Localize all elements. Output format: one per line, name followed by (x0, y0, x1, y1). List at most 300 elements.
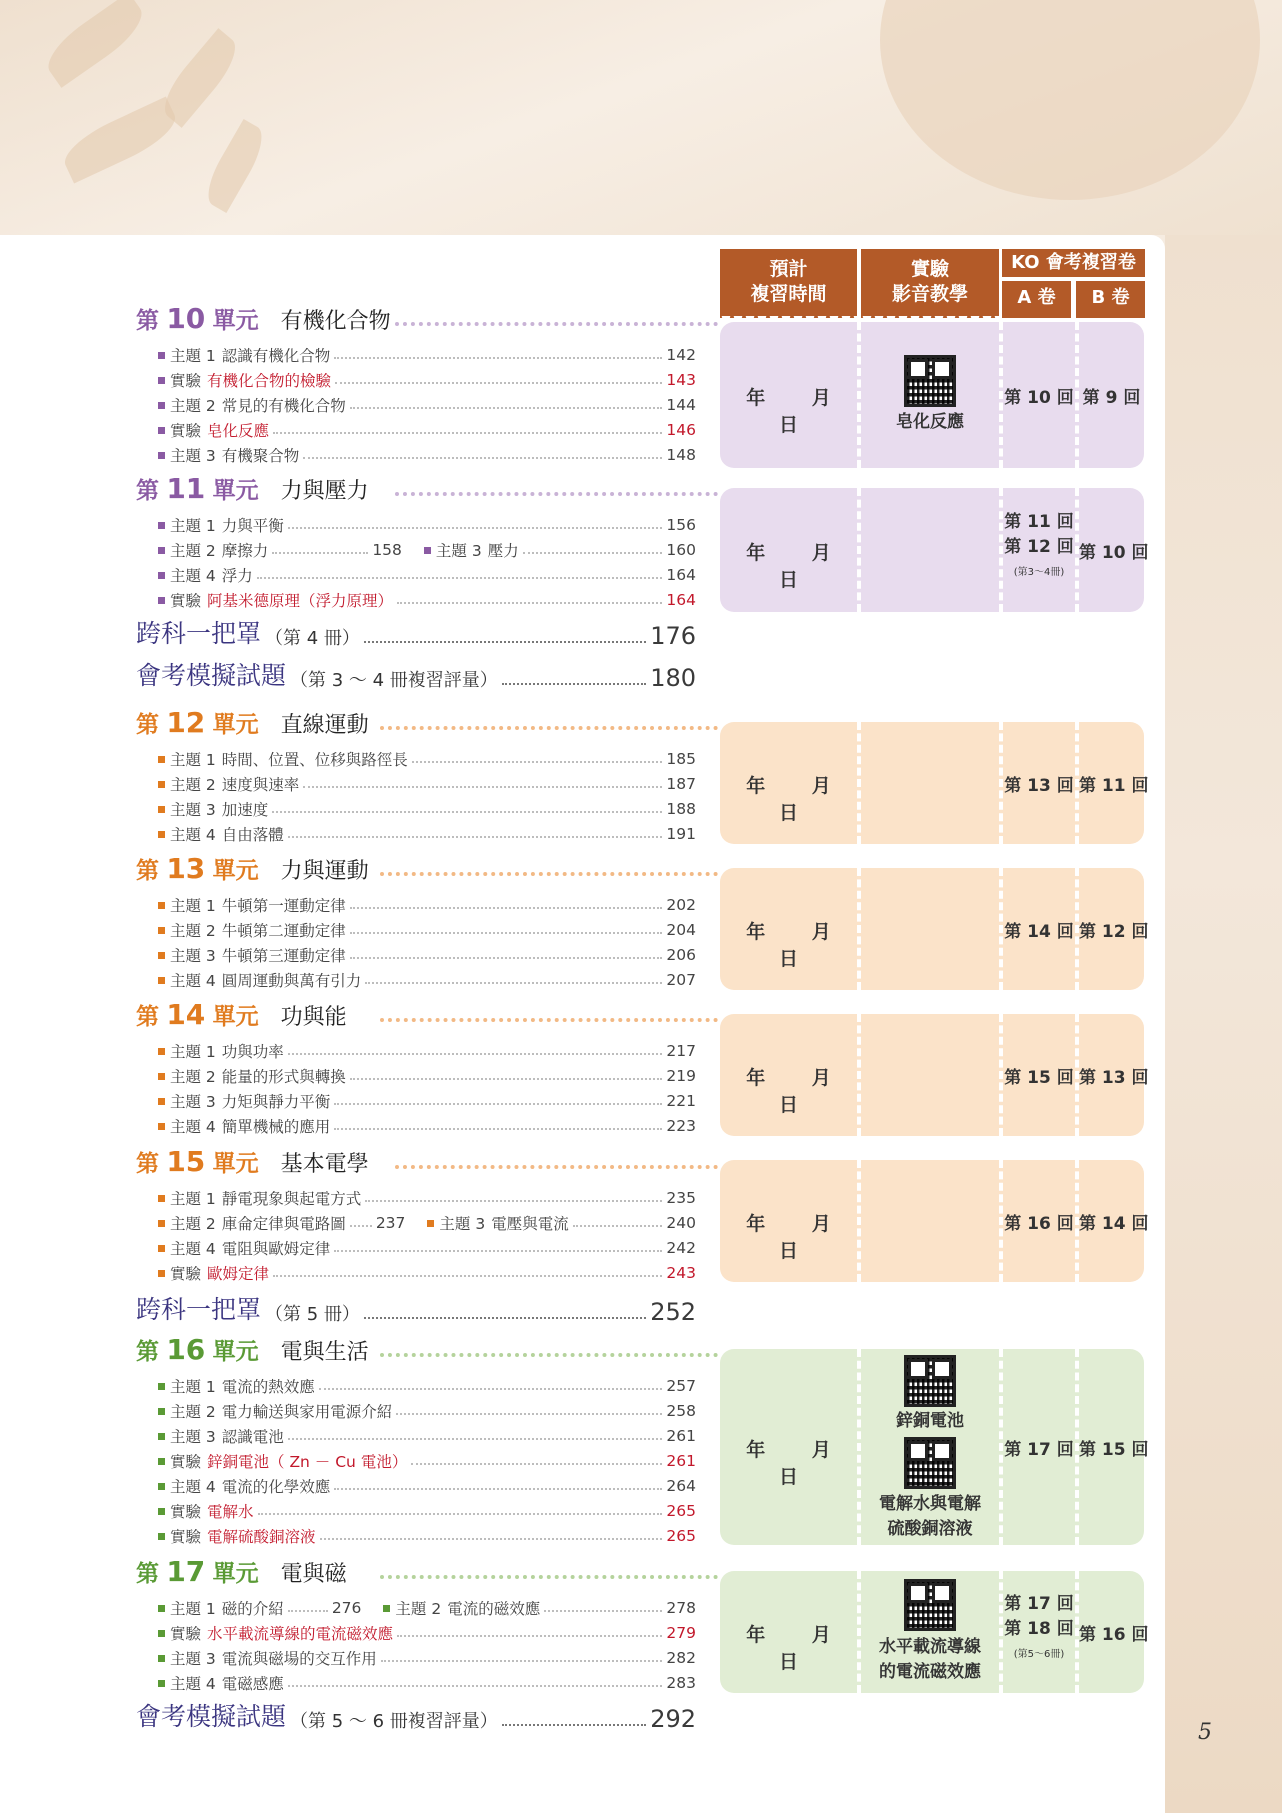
experiment-row (158, 1525, 696, 1547)
row-text: 牛頓第三運動定律 (221, 947, 346, 965)
row-text: 阿基米德原理（浮力原理） (207, 592, 394, 610)
dot-leader (288, 519, 662, 529)
row-page: 261 (666, 1427, 696, 1445)
bullet-square (158, 1458, 165, 1465)
unit-prefix: 第 (136, 712, 159, 738)
review-section-page: 292 (650, 1705, 696, 1733)
header-plan-line1: 預計 (769, 258, 808, 280)
topic-row (158, 1375, 696, 1397)
ko-a-label: 第 18 回 (1004, 1619, 1074, 1639)
video-label: 皂化反應 (896, 412, 964, 432)
video-label: 水平載流導線 (879, 1637, 981, 1657)
row-tag: 主題 3 (170, 947, 216, 965)
bullet-square (158, 1508, 165, 1515)
bullet-square (158, 522, 165, 529)
dot-leader (288, 1677, 662, 1687)
row-text: 水平載流導線的電流磁效應 (207, 1625, 394, 1643)
row-page: 187 (666, 775, 696, 793)
unit-dots (380, 1353, 718, 1357)
row-text: 皂化反應 (207, 422, 270, 440)
unit-schedule-block (720, 868, 1149, 990)
bullet-square (158, 977, 165, 984)
row-tag: 主題 2 (170, 1215, 216, 1233)
row-page: 160 (666, 541, 696, 559)
row-tag: 主題 3 (170, 801, 216, 819)
bullet-square (158, 1680, 165, 1687)
ko-a-label: 第 11 回 (1004, 512, 1074, 532)
video-label: 鋅銅電池 (896, 1411, 964, 1431)
topic-row (158, 514, 696, 536)
row-text: 自由落體 (221, 826, 284, 844)
row-text: 功與功率 (221, 1043, 284, 1061)
bullet-square (158, 781, 165, 788)
unit-prefix: 第 (136, 308, 159, 334)
unit-prefix: 第 (136, 1004, 159, 1030)
topic-row (158, 1065, 696, 1087)
bullet-square (383, 1605, 390, 1612)
experiment-row (158, 1450, 696, 1472)
row-tag: 主題 2 (170, 1403, 216, 1421)
bullet-square (158, 1245, 165, 1252)
topic-row (158, 394, 696, 416)
dot-leader (350, 949, 662, 959)
column-divider (857, 722, 861, 844)
review-section-sub: （第 5 冊） (265, 1304, 360, 1325)
experiment-row (158, 589, 696, 611)
topic-row (158, 1090, 696, 1112)
unit-number: 12 (166, 706, 206, 739)
bullet-square (158, 377, 165, 384)
row-text: 壓力 (487, 542, 519, 560)
row-tag: 主題 4 (170, 1118, 216, 1136)
review-date-field[interactable]: 年 月 日 (746, 1439, 851, 1488)
topic-row (158, 748, 696, 770)
row-page: 243 (666, 1264, 696, 1282)
row-tag: 主題 3 (170, 1093, 216, 1111)
bullet-square (158, 452, 165, 459)
unit-suffix: 單元 (212, 1004, 259, 1030)
dot-leader (365, 974, 662, 984)
unit-heading (136, 472, 369, 505)
bullet-square (158, 1433, 165, 1440)
row-text: 電阻與歐姆定律 (221, 1240, 331, 1258)
bullet-square (427, 1220, 434, 1227)
topic-row (158, 798, 696, 820)
row-text: 牛頓第一運動定律 (221, 897, 346, 915)
unit-heading (136, 1333, 369, 1366)
dot-leader (364, 641, 646, 643)
dot-leader (258, 1505, 662, 1515)
unit-name: 有機化合物 (280, 309, 391, 334)
unit-dots (395, 492, 718, 496)
row-page: 202 (666, 896, 696, 914)
review-date-field[interactable]: 年 月 日 (746, 387, 851, 436)
review-section-title: 會考模擬試題 (136, 661, 287, 690)
ko-a-label: 第 13 回 (1004, 776, 1074, 796)
row-page: 264 (666, 1477, 696, 1495)
unit-dots (380, 1575, 718, 1579)
row-page: 223 (666, 1117, 696, 1135)
ko-b-label: 第 11 回 (1079, 776, 1149, 796)
row-page: 158 (372, 541, 402, 559)
topic-row (158, 1212, 696, 1234)
experiment-row (158, 419, 696, 441)
column-divider (857, 1014, 861, 1136)
bullet-square (424, 547, 431, 554)
row-text: 能量的形式與轉換 (221, 1068, 346, 1086)
row-tag: 主題 4 (170, 826, 216, 844)
bullet-square (158, 756, 165, 763)
ko-a-note: (第3～4冊) (1013, 567, 1065, 578)
bullet-square (158, 831, 165, 838)
review-date-field[interactable]: 年 月 日 (746, 1213, 851, 1262)
row-page: 148 (666, 446, 696, 464)
column-divider (857, 322, 861, 468)
unit-prefix: 第 (136, 858, 159, 884)
qr-code-icon[interactable] (904, 1437, 956, 1489)
row-text: 摩擦力 (221, 542, 269, 560)
row-tag: 主題 4 (170, 567, 216, 585)
review-section-row (136, 656, 696, 692)
review-date-field[interactable]: 年 月 日 (746, 1624, 851, 1673)
row-text: 電流與磁場的交互作用 (221, 1650, 377, 1668)
unit-number: 14 (166, 998, 206, 1031)
topic-row (158, 919, 696, 941)
topic-row (158, 344, 696, 366)
row-tag: 實驗 (170, 1453, 202, 1471)
bullet-square (158, 1195, 165, 1202)
row-tag: 主題 1 (170, 1378, 216, 1396)
row-tag: 實驗 (170, 1503, 202, 1521)
row-text: 電力輸送與家用電源介紹 (221, 1403, 393, 1421)
review-section-title: 跨科一把罩 (136, 619, 262, 648)
ko-a-label: 第 14 回 (1004, 922, 1074, 942)
row-text: 磁的介紹 (221, 1600, 284, 1618)
topic-row (158, 1597, 696, 1619)
bullet-square (158, 547, 165, 554)
ko-b-label: 第 12 回 (1079, 922, 1149, 942)
dot-leader (350, 399, 662, 409)
unit-suffix: 單元 (212, 308, 259, 334)
unit-suffix: 單元 (212, 1151, 259, 1177)
right-margin (1165, 235, 1282, 1813)
review-section-page: 180 (650, 664, 696, 692)
row-page: 265 (666, 1502, 696, 1520)
unit-suffix: 單元 (212, 478, 259, 504)
review-section-page: 252 (650, 1298, 696, 1326)
row-tag: 主題 1 (170, 1600, 216, 1618)
dot-leader (273, 1267, 662, 1277)
ko-b-label: 第 9 回 (1082, 388, 1141, 408)
row-tag: 主題 3 (170, 1650, 216, 1668)
unit-schedule-block (720, 488, 1149, 612)
ko-a-label: 第 17 回 (1004, 1594, 1074, 1614)
review-section-page: 176 (650, 622, 696, 650)
unit-name: 直線運動 (280, 713, 369, 738)
review-section-sub: （第 5 ～ 6 冊複習評量） (290, 1711, 498, 1732)
row-page: 257 (666, 1377, 696, 1395)
row-tag: 主題 3 (439, 1215, 486, 1233)
column-divider (857, 868, 861, 990)
header-video-line1: 實驗 (910, 258, 949, 280)
row-tag: 實驗 (170, 592, 202, 610)
row-text: 時間、位置、位移與路徑長 (221, 751, 408, 769)
topic-row (158, 539, 696, 561)
ko-b-label: 第 16 回 (1079, 1625, 1149, 1645)
dot-leader (272, 544, 368, 554)
unit-heading (136, 1145, 369, 1178)
topic-row (158, 1475, 696, 1497)
unit-schedule-block (720, 1160, 1149, 1282)
ko-a-label: 第 10 回 (1004, 388, 1074, 408)
row-page: 188 (666, 800, 696, 818)
column-divider (857, 488, 861, 612)
row-tag: 主題 2 (395, 1600, 442, 1618)
unit-heading (136, 1555, 347, 1588)
unit-prefix: 第 (136, 1339, 159, 1365)
row-text: 浮力 (221, 567, 253, 585)
row-tag: 主題 2 (170, 1068, 216, 1086)
row-text: 牛頓第二運動定律 (221, 922, 346, 940)
topic-row (158, 444, 696, 466)
row-page: 206 (666, 946, 696, 964)
dot-leader (303, 449, 662, 459)
topic-row (158, 773, 696, 795)
bullet-square (158, 352, 165, 359)
unit-prefix: 第 (136, 1561, 159, 1587)
unit-number: 10 (166, 302, 206, 335)
topic-row (158, 969, 696, 991)
row-text: 有機化合物的檢驗 (207, 372, 332, 390)
header-ko (1002, 249, 1145, 318)
review-section-row (136, 1697, 696, 1733)
row-page: 144 (666, 396, 696, 414)
dot-leader (544, 1602, 662, 1612)
topic-row (158, 1400, 696, 1422)
column-divider (857, 1160, 861, 1282)
review-date-field[interactable]: 年 月 日 (746, 1067, 851, 1116)
bullet-square (158, 1630, 165, 1637)
dot-leader (365, 1192, 662, 1202)
row-text: 常見的有機化合物 (221, 397, 346, 415)
dot-leader (397, 1627, 662, 1637)
unit-suffix: 單元 (212, 1561, 259, 1587)
unit-number: 11 (166, 472, 206, 505)
row-text: 電流的磁效應 (447, 1600, 541, 1618)
dot-leader (573, 1217, 662, 1227)
topic-row (158, 894, 696, 916)
row-text: 有機聚合物 (221, 447, 300, 465)
bullet-square (158, 1605, 165, 1612)
dot-leader (288, 1602, 328, 1612)
unit-schedule-block (720, 1349, 1149, 1545)
row-tag: 主題 2 (170, 776, 216, 794)
row-text: 電流的熱效應 (221, 1378, 315, 1396)
bullet-square (158, 427, 165, 434)
row-text: 歐姆定律 (207, 1265, 270, 1283)
video-label: 的電流磁效應 (879, 1662, 981, 1682)
row-page: 258 (666, 1402, 696, 1420)
row-text: 鋅銅電池（ Zn － Cu 電池） (207, 1453, 408, 1471)
row-text: 速度與速率 (221, 776, 300, 794)
row-tag: 實驗 (170, 372, 202, 390)
unit-name: 電與生活 (280, 1340, 369, 1365)
dot-leader (334, 1120, 662, 1130)
row-page: 240 (666, 1214, 696, 1232)
row-page: 237 (375, 1214, 406, 1232)
row-text: 圓周運動與萬有引力 (221, 972, 362, 990)
bullet-square (158, 1073, 165, 1080)
row-tag: 實驗 (170, 1528, 202, 1546)
row-tag: 主題 4 (170, 1675, 216, 1693)
bullet-square (158, 1408, 165, 1415)
row-text: 電解水 (207, 1503, 254, 1521)
row-tag: 主題 3 (435, 542, 482, 560)
ko-a-label: 第 12 回 (1004, 537, 1074, 557)
ko-a-label: 第 17 回 (1004, 1440, 1074, 1460)
dot-leader (334, 1242, 662, 1252)
dot-leader (288, 1045, 662, 1055)
bullet-square (158, 1483, 165, 1490)
row-page: 219 (666, 1067, 696, 1085)
dot-leader (288, 1430, 662, 1440)
dot-leader (364, 1317, 646, 1319)
row-tag: 主題 4 (170, 972, 216, 990)
row-text: 力與平衡 (221, 517, 284, 535)
topic-row (158, 564, 696, 586)
header-ko-title: KO 會考複習卷 (1002, 249, 1145, 277)
unit-number: 13 (166, 852, 206, 885)
row-page: 242 (666, 1239, 696, 1257)
review-section-sub: （第 3 ～ 4 冊複習評量） (290, 670, 498, 691)
review-date-field[interactable]: 年 月 日 (746, 921, 851, 970)
unit-number: 17 (166, 1555, 206, 1588)
row-page: 207 (666, 971, 696, 989)
row-text: 電流的化學效應 (221, 1478, 331, 1496)
dot-leader (396, 1405, 662, 1415)
unit-schedule-block (720, 722, 1149, 844)
header-plan-line2: 複習時間 (750, 283, 827, 305)
qr-code-icon[interactable] (904, 355, 956, 407)
video-label: 硫酸銅溶液 (887, 1519, 973, 1539)
unit-dots (380, 1018, 718, 1022)
experiment-row (158, 369, 696, 391)
unit-dots (380, 726, 718, 730)
bullet-square (158, 952, 165, 959)
row-page: 279 (666, 1624, 696, 1642)
row-tag: 主題 1 (170, 517, 216, 535)
row-page: 261 (666, 1452, 696, 1470)
row-tag: 主題 3 (170, 447, 216, 465)
row-text: 電壓與電流 (491, 1215, 569, 1233)
dot-leader (412, 753, 662, 763)
bullet-square (158, 402, 165, 409)
review-date-field[interactable]: 年 月 日 (746, 775, 851, 824)
bullet-square (158, 1048, 165, 1055)
row-text: 認識電池 (221, 1428, 284, 1446)
review-section-sub: （第 4 冊） (265, 628, 360, 649)
dot-leader (350, 924, 662, 934)
qr-code-icon[interactable] (904, 1355, 956, 1407)
unit-name: 功與能 (280, 1005, 347, 1030)
row-tag: 主題 1 (170, 1043, 216, 1061)
row-page: 265 (666, 1527, 696, 1545)
unit-suffix: 單元 (212, 712, 259, 738)
topic-row (158, 1187, 696, 1209)
ko-b-label: 第 10 回 (1079, 543, 1149, 563)
row-page: 143 (666, 371, 696, 389)
page-number: 5 (1198, 1720, 1212, 1745)
unit-schedule-block (720, 1014, 1149, 1136)
row-page: 283 (666, 1674, 696, 1692)
ko-a-label: 第 15 回 (1004, 1068, 1074, 1088)
topic-row (158, 1237, 696, 1259)
unit-suffix: 單元 (212, 1339, 259, 1365)
ko-a-note: (第5～6冊) (1013, 1649, 1065, 1660)
bullet-square (158, 806, 165, 813)
experiment-row (158, 1262, 696, 1284)
row-text: 認識有機化合物 (221, 347, 331, 365)
dot-leader (320, 1530, 662, 1540)
dot-leader (335, 374, 662, 384)
topic-row (158, 823, 696, 845)
ko-a-label: 第 16 回 (1004, 1214, 1074, 1234)
unit-name: 基本電學 (280, 1152, 369, 1177)
unit-dots (395, 322, 718, 326)
header-video (861, 249, 999, 318)
unit-heading (136, 302, 391, 335)
header-ko-b: B 卷 (1076, 281, 1145, 318)
qr-code-icon[interactable] (904, 1579, 956, 1631)
row-page: 217 (666, 1042, 696, 1060)
row-tag: 主題 4 (170, 1240, 216, 1258)
row-text: 力矩與靜力平衡 (221, 1093, 331, 1111)
bullet-square (158, 1123, 165, 1130)
dot-leader (397, 594, 662, 604)
bullet-square (158, 1220, 165, 1227)
row-tag: 主題 1 (170, 751, 216, 769)
header-plan-time (720, 249, 857, 318)
video-label: 電解水與電解 (879, 1494, 981, 1514)
row-text: 靜電現象與起電方式 (221, 1190, 362, 1208)
row-text: 電磁感應 (221, 1675, 284, 1693)
bullet-square (158, 1383, 165, 1390)
row-text: 電解硫酸銅溶液 (207, 1528, 316, 1546)
unit-prefix: 第 (136, 1151, 159, 1177)
row-tag: 主題 1 (170, 1190, 216, 1208)
review-date-field[interactable]: 年 月 日 (746, 542, 851, 591)
row-page: 146 (666, 421, 696, 439)
unit-name: 力與壓力 (280, 479, 369, 504)
experiment-row (158, 1500, 696, 1522)
topic-row (158, 1425, 696, 1447)
dot-leader (257, 569, 662, 579)
row-page: 282 (666, 1649, 696, 1667)
dot-leader (411, 1455, 662, 1465)
row-page: 221 (666, 1092, 696, 1110)
ko-a-paper (1003, 1592, 1075, 1667)
unit-schedule-block (720, 322, 1144, 468)
row-page: 235 (666, 1189, 696, 1207)
row-page: 185 (666, 750, 696, 768)
dot-leader (334, 1480, 662, 1490)
unit-prefix: 第 (136, 478, 159, 504)
dot-leader (502, 683, 646, 685)
row-tag: 主題 2 (170, 542, 216, 560)
bullet-square (158, 1098, 165, 1105)
unit-schedule-block (720, 1571, 1149, 1693)
dot-leader (272, 803, 662, 813)
